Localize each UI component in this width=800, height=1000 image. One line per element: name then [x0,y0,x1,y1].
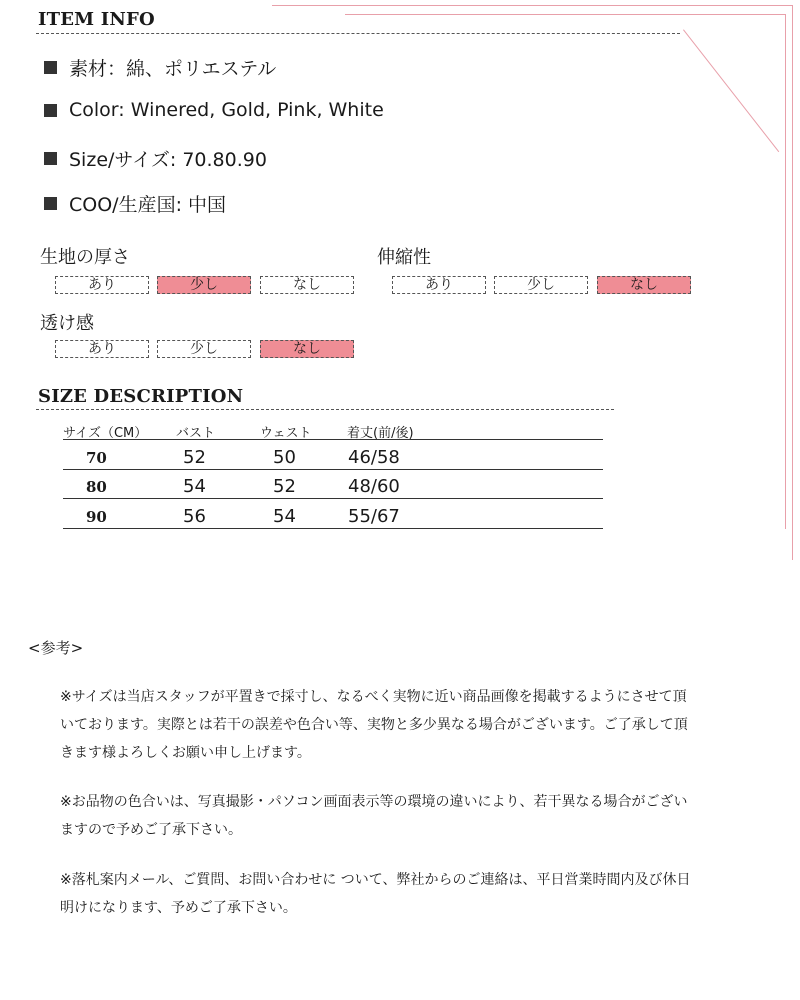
size-description-heading: SIZE DESCRIPTION [38,386,244,407]
item-info-divider [36,33,680,34]
frame-line-right-inner [785,14,786,529]
stretch-option-little: 少し [494,276,588,294]
row-90-underline [63,528,603,529]
thickness-option-little: 少し [157,276,251,294]
row-70-length: 46/58 [348,447,400,468]
header-underline [63,439,603,440]
sheer-option-none: なし [260,340,354,358]
row-70-size: 70 [86,449,107,467]
info-line-size [44,145,267,172]
frame-line-top-outer [272,5,792,6]
thickness-title: 生地の厚さ [40,247,130,268]
row-80-size: 80 [86,478,107,496]
row-90-waist: 54 [273,506,296,527]
frame-line-diagonal [683,29,779,152]
row-80-length: 48/60 [348,476,400,497]
col-header-waist: ウェスト [260,426,312,441]
bullet-square-icon [44,152,57,165]
row-80-bust: 54 [183,476,206,497]
sheer-title: 透け感 [40,313,94,334]
col-header-length: 着丈(前/後) [347,426,414,441]
frame-line-top-inner [345,14,785,15]
col-header-size: サイズ（CM） [63,426,148,441]
info-size-text: Size/サイズ: 70.80.90 [69,149,267,171]
info-line-material [44,54,276,81]
sheer-option-little: 少し [157,340,251,358]
info-material-text: 素材：綿、ポリエステル [69,58,277,80]
item-info-heading: ITEM INFO [38,9,155,30]
info-coo-text: COO/生産国: 中国 [69,194,227,216]
thickness-option-yes: あり [55,276,149,294]
row-70-waist: 50 [273,447,296,468]
stretch-title: 伸縮性 [377,247,431,268]
bullet-square-icon [44,104,57,117]
reference-note-1: ※サイズは当店スタッフが平置きで採寸し、なるべく実物に近い商品画像を掲載するようにさせて頂いております。実際とは若干の誤差や色合い等、実物と多少異なる場合がございます。ご了承して頂きます様よろしくお願い申し上げます。 [60,689,688,761]
stretch-option-none: なし [597,276,691,294]
frame-line-right-outer [792,5,793,560]
row-70-bust: 52 [183,447,206,468]
row-70-underline [63,469,603,470]
row-90-bust: 56 [183,506,206,527]
size-description-divider [36,409,614,410]
info-line-color [44,99,384,121]
col-header-bust: バスト [176,426,216,441]
row-80-underline [63,498,603,499]
reference-label: <参考> [28,639,84,657]
info-color-text: Color: Winered, Gold, Pink, White [69,99,384,121]
row-90-size: 90 [86,508,107,526]
reference-note-3: ※落札案内メール、ご質問、お問い合わせに ついて、弊社からのご連絡は、平日営業時間内及び休日明けになります、予めご了承下さい。 [60,872,691,916]
reference-note-2: ※お品物の色合いは、写真撮影・パソコン画面表示等の環境の違いにより、若干異なる場合がございますので予めご了承下さい。 [60,794,688,838]
thickness-option-none: なし [260,276,354,294]
bullet-square-icon [44,197,57,210]
sheer-option-yes: あり [55,340,149,358]
row-80-waist: 52 [273,476,296,497]
row-90-length: 55/67 [348,506,400,527]
stretch-option-yes: あり [392,276,486,294]
info-line-coo [44,190,226,217]
bullet-square-icon [44,61,57,74]
